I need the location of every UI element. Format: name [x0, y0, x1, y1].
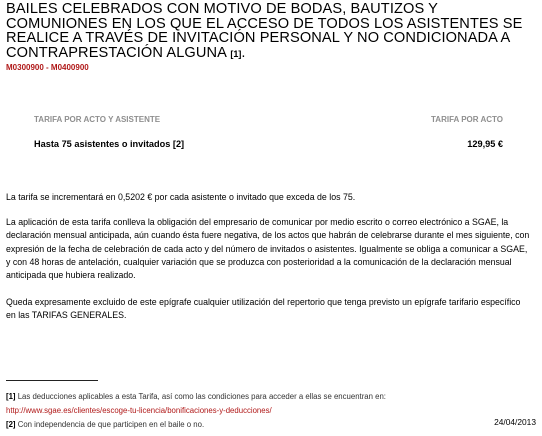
table-row-value: 129,95 €	[467, 139, 503, 149]
footnote-1-text: Las deducciones aplicables a esta Tarifa, así como las condiciones para acceder a ellas se encuentran en:	[17, 392, 386, 401]
table-header-left: TARIFA POR ACTO Y ASISTENTE	[34, 115, 161, 124]
footnote-1-link[interactable]: http://www.sgae.es/clientes/escoge-tu-licencia/bonificaciones-y-deducciones/	[6, 406, 272, 415]
footnote-divider	[6, 380, 98, 381]
document-date: 24/04/2013	[494, 417, 536, 427]
table-row-label: Hasta 75 asistentes o invitados [2]	[34, 139, 185, 149]
footnote-2-text: Con independencia de que participen en el baile o no.	[17, 420, 205, 429]
tariff-codes: M0300900 - M0400900	[6, 63, 89, 72]
title-text: BAILES CELEBRADOS CON MOTIVO DE BODAS, BAUTIZOS Y COMUNIONES EN LOS QUE EL ACCESO DE TODOS LOS ASISTENTES SE REALICE A TRAVÉS DE INVITACIÓN PERSONAL Y NO CONDICIONADA A CONTRAPRESTACIÓN ALGUNA	[6, 1, 523, 61]
paragraph-obligation: La aplicación de esta tarifa conlleva la obligación del empresario de comunicar por medio escrito o correo electrónico a SGAE, la declaración mensual anticipada, aún cuando ésta fuere negativa, de los actos que habrán de celebrarse durante el mes siguiente, con expresión de la fecha de celebración de cada acto y del número de invitados o asistentes. Igualmente se obliga a comunicar a SGAE, y con 48 horas de antelación, cualquier variación que se produzca con posterioridad a la comunicación de la declaración mensual anticipada que hubiera realizado.	[6, 217, 530, 281]
document-title	[6, 2, 526, 61]
paragraph-increment: La tarifa se incrementará en 0,5202 € por cada asistente o invitado que exceda de los 75.	[6, 192, 356, 202]
footnote-1-marker: [1]	[6, 392, 16, 401]
footnote-ref-1[interactable]: [1]	[230, 48, 242, 59]
paragraph-exclusion: Queda expresamente excluido de este epígrafe cualquier utilización del repertorio que tenga previsto un epígrafe tarifario específico en las TARIFAS GENERALES.	[6, 297, 521, 321]
title-period: .	[241, 44, 246, 61]
footnote-2	[6, 420, 204, 429]
table-header-right: TARIFA POR ACTO	[431, 115, 503, 124]
footnote-2-marker: [2]	[6, 420, 16, 429]
footnote-1	[6, 392, 386, 401]
